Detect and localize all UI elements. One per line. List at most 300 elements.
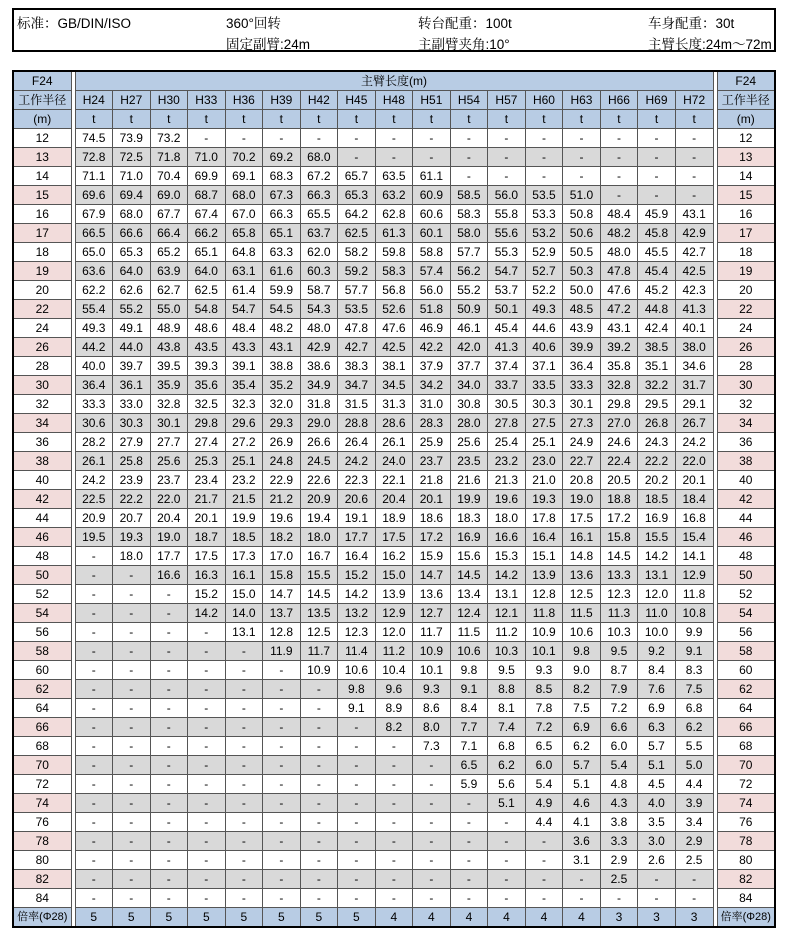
jib-angle-label: 主副臂夹角:10° [418, 37, 510, 52]
load-value-cell: - [188, 737, 226, 756]
radius-cell-right: 80 [717, 851, 775, 870]
load-value-cell: 61.3 [375, 224, 413, 243]
load-value-cell: 27.8 [488, 414, 526, 433]
load-value-cell: 45.8 [638, 224, 676, 243]
load-value-cell: 62.2 [75, 281, 113, 300]
radius-cell-right: 12 [717, 129, 775, 148]
load-value-cell: 15.6 [450, 547, 488, 566]
load-unit: t [675, 110, 713, 129]
load-value-cell: 3.4 [675, 813, 713, 832]
table-row [13, 300, 775, 319]
load-value-cell: - [113, 680, 151, 699]
load-value-cell: 62.5 [188, 281, 226, 300]
load-value-cell: 62.5 [338, 224, 376, 243]
load-value-cell: - [188, 889, 226, 908]
load-value-cell: - [525, 870, 563, 889]
load-value-cell: 24.3 [638, 433, 676, 452]
load-value-cell: - [225, 756, 263, 775]
load-value-cell: 35.6 [188, 376, 226, 395]
load-value-cell: 8.3 [675, 661, 713, 680]
radius-cell-left: 32 [13, 395, 71, 414]
boom-length-column-header: H33 [188, 91, 226, 110]
radius-cell-left: 18 [13, 243, 71, 262]
table-row [13, 148, 775, 167]
load-value-cell: 7.6 [638, 680, 676, 699]
load-value-cell: - [263, 661, 301, 680]
load-value-cell: - [188, 680, 226, 699]
radius-cell-right: 42 [717, 490, 775, 509]
load-value-cell: 30.1 [150, 414, 188, 433]
load-value-cell: 9.0 [563, 661, 601, 680]
load-value-cell: 11.5 [450, 623, 488, 642]
load-value-cell: 10.4 [375, 661, 413, 680]
load-value-cell: - [150, 756, 188, 775]
load-value-cell: 5.9 [450, 775, 488, 794]
load-value-cell: 57.7 [338, 281, 376, 300]
load-value-cell: 23.7 [150, 471, 188, 490]
load-value-cell: 11.2 [488, 623, 526, 642]
load-unit: t [300, 110, 338, 129]
load-value-cell: 20.7 [113, 509, 151, 528]
load-value-cell: 12.9 [375, 604, 413, 623]
load-value-cell: 2.9 [675, 832, 713, 851]
load-value-cell: 53.5 [338, 300, 376, 319]
load-value-cell: - [300, 794, 338, 813]
load-value-cell: - [450, 813, 488, 832]
load-value-cell: 47.6 [600, 281, 638, 300]
load-value-cell: - [75, 889, 113, 908]
radius-cell-right: 68 [717, 737, 775, 756]
load-value-cell: 17.8 [525, 509, 563, 528]
load-value-cell: 46.9 [413, 319, 451, 338]
radius-cell-right: 70 [717, 756, 775, 775]
load-value-cell: 9.8 [450, 661, 488, 680]
load-value-cell: - [225, 794, 263, 813]
load-value-cell: 25.4 [488, 433, 526, 452]
reeving-value-cell: 3 [600, 908, 638, 928]
load-value-cell: 3.3 [600, 832, 638, 851]
load-value-cell: 2.5 [600, 870, 638, 889]
load-value-cell: 60.9 [413, 186, 451, 205]
load-value-cell: - [263, 889, 301, 908]
load-value-cell: - [375, 129, 413, 148]
reeving-value-cell: 5 [263, 908, 301, 928]
load-value-cell: - [413, 870, 451, 889]
load-value-cell: 43.3 [225, 338, 263, 357]
load-value-cell: 11.8 [675, 585, 713, 604]
load-value-cell: 14.7 [413, 566, 451, 585]
load-value-cell: 5.5 [675, 737, 713, 756]
load-value-cell: 40.0 [75, 357, 113, 376]
radius-cell-left: 70 [13, 756, 71, 775]
load-value-cell: 68.0 [225, 186, 263, 205]
load-value-cell: 6.0 [525, 756, 563, 775]
reeving-label-right: 倍率(Φ28) [717, 908, 775, 928]
load-value-cell: 63.3 [263, 243, 301, 262]
table-row [13, 167, 775, 186]
load-value-cell: 21.0 [525, 471, 563, 490]
load-value-cell: 27.7 [150, 433, 188, 452]
reeving-value-cell: 4 [413, 908, 451, 928]
load-value-cell: 22.1 [375, 471, 413, 490]
load-value-cell: 48.4 [600, 205, 638, 224]
load-unit: t [263, 110, 301, 129]
load-value-cell: 11.7 [300, 642, 338, 661]
load-value-cell: - [75, 623, 113, 642]
load-value-cell: 72.5 [113, 148, 151, 167]
load-value-cell: - [263, 718, 301, 737]
load-value-cell: 27.5 [525, 414, 563, 433]
load-value-cell: 47.6 [375, 319, 413, 338]
boom-length-column-header: H45 [338, 91, 376, 110]
radius-cell-left: 76 [13, 813, 71, 832]
load-value-cell: 69.1 [225, 167, 263, 186]
radius-cell-left: 72 [13, 775, 71, 794]
load-value-cell: 62.6 [113, 281, 151, 300]
load-value-cell: 19.9 [450, 490, 488, 509]
load-value-cell: 15.8 [263, 566, 301, 585]
table-row [13, 414, 775, 433]
load-value-cell: 58.2 [338, 243, 376, 262]
load-value-cell: 17.7 [338, 528, 376, 547]
boom-length-column-header: H69 [638, 91, 676, 110]
load-value-cell: 32.3 [225, 395, 263, 414]
load-value-cell: 65.1 [263, 224, 301, 243]
load-value-cell: 26.6 [300, 433, 338, 452]
table-row [13, 661, 775, 680]
radius-cell-right: 20 [717, 281, 775, 300]
load-value-cell: - [75, 737, 113, 756]
load-value-cell: - [300, 699, 338, 718]
load-value-cell: 42.7 [675, 243, 713, 262]
load-value-cell: 38.1 [375, 357, 413, 376]
load-value-cell: 42.0 [450, 338, 488, 357]
load-value-cell: 22.0 [150, 490, 188, 509]
load-value-cell: 35.2 [263, 376, 301, 395]
load-value-cell: 27.0 [600, 414, 638, 433]
load-unit: t [638, 110, 676, 129]
load-value-cell: 38.0 [675, 338, 713, 357]
load-value-cell: 55.3 [488, 243, 526, 262]
load-value-cell: 3.5 [638, 813, 676, 832]
load-value-cell: - [113, 756, 151, 775]
load-value-cell: - [263, 680, 301, 699]
load-value-cell: - [263, 737, 301, 756]
load-value-cell: 13.7 [263, 604, 301, 623]
load-value-cell: 5.7 [563, 756, 601, 775]
table-row [13, 262, 775, 281]
load-value-cell: 58.8 [413, 243, 451, 262]
load-value-cell: 36.4 [75, 376, 113, 395]
load-value-cell: 22.6 [300, 471, 338, 490]
radius-cell-left: 38 [13, 452, 71, 471]
load-value-cell: 9.3 [525, 661, 563, 680]
table-row [13, 794, 775, 813]
load-value-cell: 11.4 [338, 642, 376, 661]
load-value-cell: 11.3 [600, 604, 638, 623]
load-value-cell: 43.9 [563, 319, 601, 338]
load-value-cell: 19.6 [263, 509, 301, 528]
reeving-value-cell: 5 [75, 908, 113, 928]
load-value-cell: 54.8 [188, 300, 226, 319]
load-value-cell: 13.4 [450, 585, 488, 604]
load-value-cell: 10.1 [413, 661, 451, 680]
load-value-cell: 33.3 [563, 376, 601, 395]
load-value-cell: 6.2 [563, 737, 601, 756]
load-value-cell: 11.8 [525, 604, 563, 623]
radius-cell-right: 44 [717, 509, 775, 528]
load-value-cell: 51.0 [563, 186, 601, 205]
load-value-cell: 43.1 [600, 319, 638, 338]
load-value-cell: - [488, 129, 526, 148]
load-value-cell: 15.2 [338, 566, 376, 585]
load-value-cell: 8.2 [563, 680, 601, 699]
load-value-cell: 34.5 [375, 376, 413, 395]
load-value-cell: 64.0 [113, 262, 151, 281]
boom-length-column-header: H24 [75, 91, 113, 110]
load-value-cell: 62.8 [375, 205, 413, 224]
load-value-cell: - [225, 661, 263, 680]
load-value-cell: 29.6 [225, 414, 263, 433]
load-value-cell: 67.7 [150, 205, 188, 224]
load-value-cell: 20.9 [75, 509, 113, 528]
table-row [13, 186, 775, 205]
load-value-cell: 22.7 [563, 452, 601, 471]
load-value-cell: 6.8 [488, 737, 526, 756]
reeving-value-cell: 3 [638, 908, 676, 928]
load-value-cell: 5.7 [638, 737, 676, 756]
load-value-cell: 45.4 [638, 262, 676, 281]
boom-length-column-header: H66 [600, 91, 638, 110]
load-value-cell: 8.5 [525, 680, 563, 699]
load-value-cell: - [450, 129, 488, 148]
load-value-cell: 60.1 [413, 224, 451, 243]
load-value-cell: - [675, 870, 713, 889]
load-value-cell: 7.2 [525, 718, 563, 737]
load-value-cell: 13.6 [563, 566, 601, 585]
load-unit: t [188, 110, 226, 129]
load-value-cell: 18.3 [450, 509, 488, 528]
load-value-cell: - [75, 756, 113, 775]
load-unit: t [563, 110, 601, 129]
load-value-cell: 16.4 [338, 547, 376, 566]
load-value-cell: - [675, 148, 713, 167]
load-value-cell: 7.1 [450, 737, 488, 756]
load-value-cell: 58.5 [450, 186, 488, 205]
load-value-cell: 5.1 [638, 756, 676, 775]
load-value-cell: 20.1 [675, 471, 713, 490]
load-value-cell: - [638, 870, 676, 889]
load-value-cell: - [150, 775, 188, 794]
load-value-cell: - [375, 737, 413, 756]
load-value-cell: - [450, 794, 488, 813]
load-value-cell: 3.8 [600, 813, 638, 832]
radius-cell-right: 52 [717, 585, 775, 604]
load-value-cell: 24.2 [75, 471, 113, 490]
load-value-cell: - [263, 699, 301, 718]
load-value-cell: 65.0 [75, 243, 113, 262]
load-value-cell: 13.1 [225, 623, 263, 642]
load-value-cell: - [563, 129, 601, 148]
load-value-cell: - [188, 642, 226, 661]
load-value-cell: 19.1 [338, 509, 376, 528]
reeving-value-cell: 4 [525, 908, 563, 928]
load-value-cell: 18.6 [413, 509, 451, 528]
table-row [13, 756, 775, 775]
load-value-cell: - [113, 623, 151, 642]
load-unit: t [413, 110, 451, 129]
load-value-cell: 8.1 [488, 699, 526, 718]
load-value-cell: 13.1 [638, 566, 676, 585]
table-row [13, 205, 775, 224]
load-value-cell: - [413, 832, 451, 851]
load-value-cell: 3.6 [563, 832, 601, 851]
load-value-cell: - [563, 148, 601, 167]
load-value-cell: - [113, 870, 151, 889]
radius-cell-right: 26 [717, 338, 775, 357]
load-chart-table [12, 70, 776, 928]
load-value-cell: 24.9 [563, 433, 601, 452]
load-value-cell: 30.3 [525, 395, 563, 414]
load-value-cell: 23.4 [188, 471, 226, 490]
load-value-cell: 19.6 [488, 490, 526, 509]
load-value-cell: 8.2 [375, 718, 413, 737]
load-value-cell: 19.5 [75, 528, 113, 547]
load-value-cell: 48.2 [600, 224, 638, 243]
load-value-cell: 70.4 [150, 167, 188, 186]
load-value-cell: 37.9 [413, 357, 451, 376]
load-value-cell: 9.1 [450, 680, 488, 699]
load-value-cell: 55.4 [75, 300, 113, 319]
table-row [13, 433, 775, 452]
load-value-cell: 54.5 [263, 300, 301, 319]
radius-cell-left: 46 [13, 528, 71, 547]
load-value-cell: 71.8 [150, 148, 188, 167]
load-value-cell: - [563, 870, 601, 889]
load-value-cell: 6.9 [638, 699, 676, 718]
load-value-cell: 65.2 [150, 243, 188, 262]
reeving-value-cell: 5 [338, 908, 376, 928]
load-value-cell: 39.3 [188, 357, 226, 376]
load-value-cell: 24.5 [300, 452, 338, 471]
radius-cell-right: 78 [717, 832, 775, 851]
load-value-cell: 26.9 [263, 433, 301, 452]
radius-cell-right: 34 [717, 414, 775, 433]
load-value-cell: 8.4 [450, 699, 488, 718]
load-value-cell: 50.9 [450, 300, 488, 319]
load-value-cell: 13.3 [600, 566, 638, 585]
load-value-cell: 20.9 [300, 490, 338, 509]
radius-cell-right: 64 [717, 699, 775, 718]
load-value-cell: 64.8 [225, 243, 263, 262]
load-value-cell: - [75, 604, 113, 623]
load-value-cell: 22.3 [338, 471, 376, 490]
load-value-cell: - [300, 775, 338, 794]
load-value-cell: 69.2 [263, 148, 301, 167]
load-value-cell: 61.1 [413, 167, 451, 186]
load-value-cell: 42.4 [638, 319, 676, 338]
load-value-cell: 36.4 [563, 357, 601, 376]
load-value-cell: - [263, 813, 301, 832]
load-value-cell: - [188, 661, 226, 680]
table-row [13, 471, 775, 490]
load-value-cell: 49.1 [113, 319, 151, 338]
load-value-cell: 16.6 [488, 528, 526, 547]
load-value-cell: - [263, 851, 301, 870]
load-value-cell: 10.9 [300, 661, 338, 680]
radius-cell-left: 19 [13, 262, 71, 281]
load-value-cell: - [638, 889, 676, 908]
load-value-cell: - [488, 870, 526, 889]
load-value-cell: 48.2 [263, 319, 301, 338]
radius-cell-right: 62 [717, 680, 775, 699]
load-chart-table-wrapper [12, 70, 776, 928]
boom-length-column-header: H42 [300, 91, 338, 110]
load-value-cell: - [375, 851, 413, 870]
load-value-cell: 71.1 [75, 167, 113, 186]
load-value-cell: 42.3 [675, 281, 713, 300]
load-value-cell: - [300, 718, 338, 737]
table-row [13, 718, 775, 737]
load-value-cell: 30.5 [488, 395, 526, 414]
load-value-cell: 44.0 [113, 338, 151, 357]
boom-length-group-header: 主臂长度(m) [75, 71, 713, 91]
load-value-cell: 21.2 [263, 490, 301, 509]
load-value-cell: - [113, 604, 151, 623]
load-value-cell: - [225, 699, 263, 718]
load-value-cell: 15.1 [525, 547, 563, 566]
load-value-cell: 8.6 [413, 699, 451, 718]
load-value-cell: 29.8 [600, 395, 638, 414]
load-value-cell: 17.2 [600, 509, 638, 528]
reeving-value-cell: 5 [113, 908, 151, 928]
load-value-cell: 29.5 [638, 395, 676, 414]
load-value-cell: 63.7 [300, 224, 338, 243]
load-value-cell: 17.0 [263, 547, 301, 566]
load-value-cell: 12.8 [263, 623, 301, 642]
radius-cell-left: 64 [13, 699, 71, 718]
load-value-cell: 44.6 [525, 319, 563, 338]
load-value-cell: - [150, 851, 188, 870]
load-value-cell: - [225, 737, 263, 756]
load-value-cell: - [75, 813, 113, 832]
load-value-cell: 31.3 [375, 395, 413, 414]
load-value-cell: - [113, 813, 151, 832]
load-value-cell: 15.0 [375, 566, 413, 585]
radius-cell-right: 22 [717, 300, 775, 319]
table-row [13, 851, 775, 870]
load-value-cell: 72.8 [75, 148, 113, 167]
load-value-cell: 17.3 [225, 547, 263, 566]
load-value-cell: 2.5 [675, 851, 713, 870]
load-value-cell: - [150, 832, 188, 851]
load-unit: t [488, 110, 526, 129]
radius-cell-left: 66 [13, 718, 71, 737]
load-value-cell: 53.3 [525, 205, 563, 224]
load-value-cell: 6.2 [488, 756, 526, 775]
load-value-cell: 65.5 [300, 205, 338, 224]
load-value-cell: 7.9 [600, 680, 638, 699]
load-value-cell: 24.8 [263, 452, 301, 471]
load-value-cell: 11.9 [263, 642, 301, 661]
load-value-cell: 31.7 [675, 376, 713, 395]
load-value-cell: - [150, 623, 188, 642]
load-value-cell: 16.1 [563, 528, 601, 547]
load-value-cell: - [488, 832, 526, 851]
load-value-cell: - [188, 813, 226, 832]
load-value-cell: 67.3 [263, 186, 301, 205]
load-value-cell: 9.5 [600, 642, 638, 661]
